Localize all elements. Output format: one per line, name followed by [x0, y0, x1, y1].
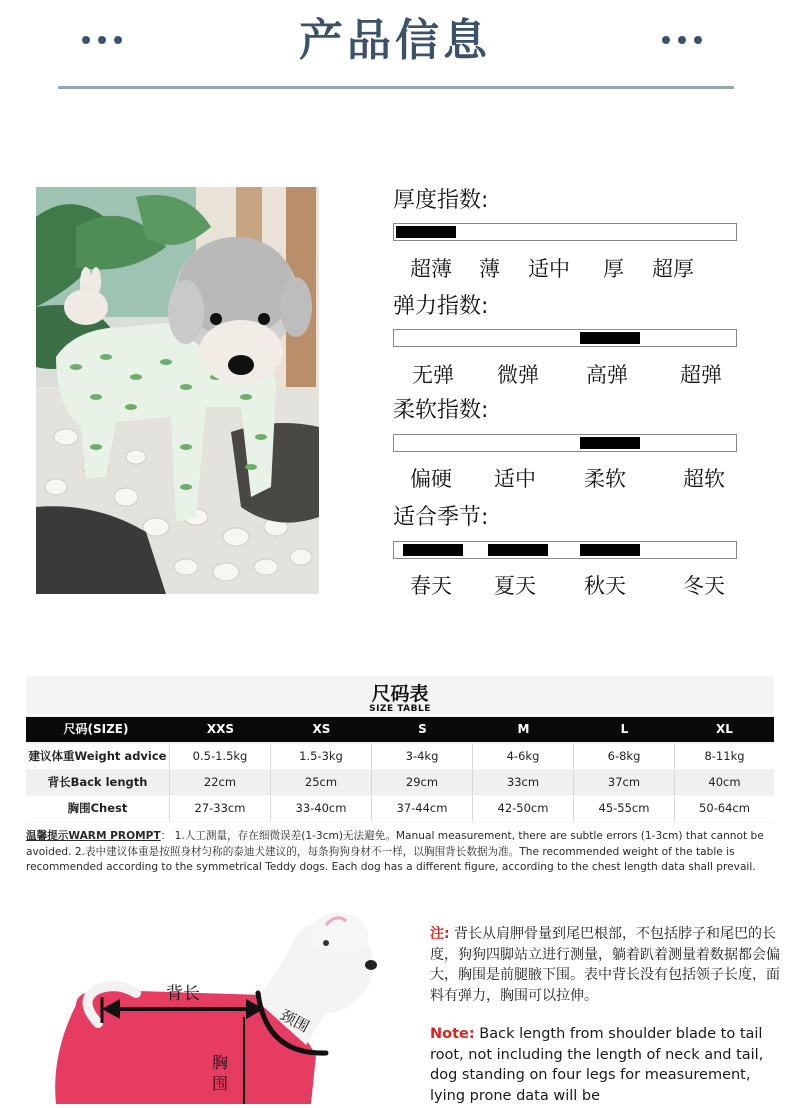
elasticity-label: 高弹 [586, 363, 628, 387]
note-cn-text: 背长从肩胛骨量到尾巴根部，不包括脖子和尾巴的长度，狗狗四脚站立进行测量，躺着趴着测量着数据都会偏大，胸围是前腿腋下围。表中背长没有包括领子长度，面料有弹力，胸围可以拉伸。 [430, 926, 780, 1004]
table-cell: 27-33cm [170, 796, 271, 821]
elasticity-label: 超弹 [680, 363, 722, 387]
elasticity-index-bar [393, 329, 737, 347]
table-cell: 37cm [574, 770, 675, 795]
size-table-title: 尺码表 [371, 683, 429, 705]
column-header: S [418, 722, 427, 736]
note-en-text: Back length from shoulder blade to tail root, not including the length of neck and tail, dog standing on four legs for measurement, lying prone data will be [430, 1026, 764, 1104]
season-index-labels [393, 570, 743, 598]
season-index-bar [393, 541, 737, 559]
softness-label: 适中 [494, 467, 536, 491]
chest-label-2: 围 [212, 1074, 229, 1093]
table-cell: 4-6kg [473, 744, 574, 769]
table-row [26, 744, 774, 769]
table-row [26, 796, 774, 821]
table-cell: 25cm [271, 770, 372, 795]
column-header: XS [312, 722, 331, 736]
table-cell: 40cm [708, 775, 741, 789]
thickness-label: 厚 [603, 257, 624, 281]
table-cell: 6-8kg [574, 744, 675, 769]
size-table-header [26, 717, 774, 742]
warm-prompt [26, 829, 774, 876]
row-label: 胸围Chest [26, 796, 170, 821]
thickness-index-title: 厚度指数: [393, 188, 489, 213]
column-header: 尺码(SIZE) [63, 722, 129, 736]
elasticity-label: 微弹 [497, 363, 539, 387]
table-cell: 8-11kg [704, 749, 745, 763]
season-marker-spring [403, 544, 463, 556]
table-cell: 42-50cm [473, 796, 574, 821]
page-title: 产品信息 [299, 15, 491, 66]
elasticity-index-labels [393, 359, 743, 387]
table-cell: 29cm [372, 770, 473, 795]
thickness-index-marker [396, 226, 456, 238]
table-cell: 3-4kg [372, 744, 473, 769]
warm-prompt-label: 温馨提示WARM PROMPT [26, 830, 161, 842]
elasticity-index-title: 弹力指数: [393, 294, 489, 319]
softness-label: 超软 [683, 467, 725, 491]
table-cell: 1.5-3kg [271, 744, 372, 769]
thickness-index-labels [393, 253, 743, 281]
softness-index-labels [393, 463, 743, 491]
season-label: 夏天 [494, 574, 536, 598]
thickness-label: 薄 [479, 257, 500, 281]
thickness-label: 超薄 [410, 257, 452, 281]
table-cell: 45-55cm [574, 796, 675, 821]
row-label: 背长Back length [26, 770, 170, 795]
thickness-index-bar [393, 223, 737, 241]
header-dots-right [662, 36, 712, 48]
note-en [430, 1024, 780, 1106]
elasticity-label: 无弹 [412, 363, 454, 387]
product-photo [36, 187, 319, 594]
table-cell: 33cm [473, 770, 574, 795]
neck-label: 颈围 [277, 1005, 313, 1036]
season-index-title: 适合季节: [393, 505, 489, 530]
table-row [26, 770, 774, 795]
table-cell: 22cm [170, 770, 271, 795]
row-label: 建议体重Weight advice [26, 744, 170, 769]
size-table [26, 676, 774, 822]
season-marker-autumn [580, 544, 640, 556]
thickness-label: 适中 [528, 257, 570, 281]
softness-index-marker [580, 437, 640, 449]
softness-label: 偏硬 [410, 467, 452, 491]
note-cn-label: 注: [430, 926, 450, 942]
table-cell: 37-44cm [372, 796, 473, 821]
table-cell: 33-40cm [271, 796, 372, 821]
measurement-figure [26, 905, 426, 1104]
note-cn [430, 924, 780, 1006]
column-header: XL [716, 722, 733, 736]
note-en-label: Note: [430, 1026, 475, 1042]
season-marker-summer [488, 544, 548, 556]
season-label: 冬天 [683, 574, 725, 598]
warm-prompt-text: ： 1.人工测量，存在细微误差(1-3cm)无法避免。Manual measurement, there are subtle errors (1-3cm) that cannot be avoided. 2.表中建议体重是按照身材匀称的泰迪犬建议的，每条狗狗身材不一样，以胸围背长数据为准。The recommended weight of the table is recommended according to the symmetrical Teddy dogs. Each dog has a different figure, according to the chest length data shall prevail. [26, 830, 764, 873]
header-divider [58, 86, 734, 89]
back-length-label: 背长 [166, 984, 200, 1004]
softness-label: 柔软 [584, 467, 626, 491]
softness-index-bar [393, 434, 737, 452]
season-label: 春天 [410, 574, 452, 598]
table-cell: 0.5-1.5kg [170, 744, 271, 769]
size-table-subtitle: SIZE TABLE [369, 704, 431, 714]
chest-label-1: 胸 [212, 1053, 229, 1072]
softness-index-title: 柔软指数: [393, 398, 489, 423]
column-header: M [517, 722, 530, 736]
column-header: XXS [206, 722, 235, 736]
season-label: 秋天 [584, 574, 626, 598]
table-cell: 50-64cm [699, 801, 750, 815]
column-header: L [620, 722, 629, 736]
thickness-label: 超厚 [652, 257, 694, 281]
elasticity-index-marker [580, 332, 640, 344]
